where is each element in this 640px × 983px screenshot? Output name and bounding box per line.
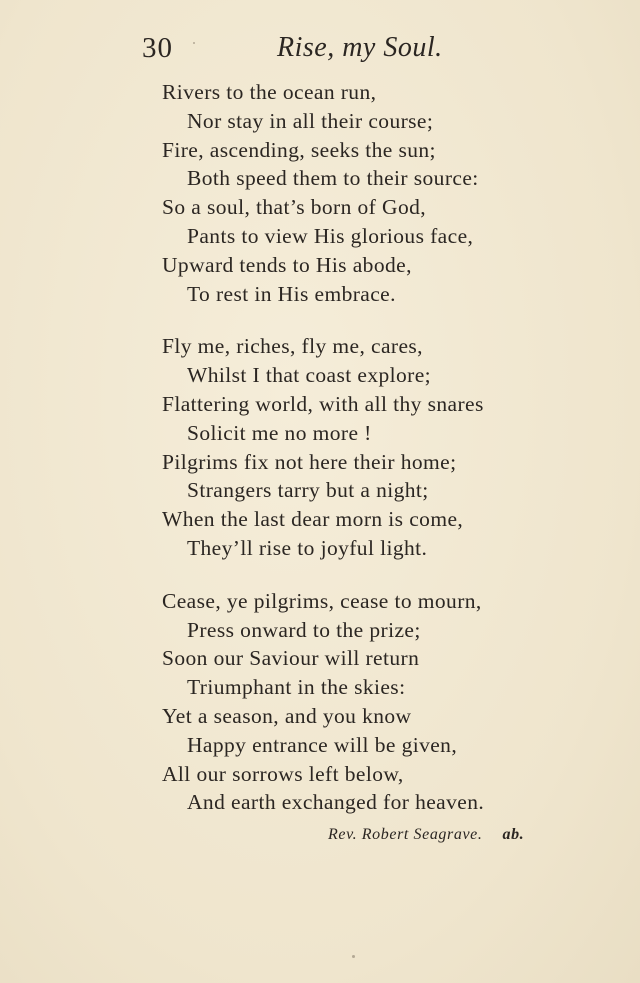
poem-body [162, 78, 622, 841]
poem-line: And earth exchanged for heaven. [187, 790, 485, 815]
poem-line: Strangers tarry but a night; [187, 478, 429, 503]
page-header [0, 30, 640, 70]
author-abbreviation: ab. [502, 826, 525, 843]
poem-line: Cease, ye pilgrims, cease to mourn, [162, 588, 482, 613]
poem-line: Both speed them to their source: [187, 166, 479, 191]
poem-line: Press onward to the prize; [187, 617, 421, 642]
poem-line: Fly me, riches, fly me, cares, [162, 334, 423, 359]
poem-line: Upward tends to His abode, [162, 252, 412, 277]
poem-line: Nor stay in all their course; [187, 108, 434, 133]
poem-line: Rivers to the ocean run, [162, 80, 377, 104]
poem-line: Happy entrance will be given, [187, 732, 458, 757]
poem-line: Yet a season, and you know [162, 703, 412, 728]
paper-speck [193, 42, 195, 44]
poem-line: Triumphant in the skies: [187, 675, 406, 700]
author-attribution [328, 826, 524, 844]
poem-line: Flattering world, with all thy snares [162, 391, 484, 416]
author-name: Rev. Robert Seagrave. [328, 826, 483, 843]
poem-line: Soon our Saviour will return [162, 646, 420, 671]
stanza-1 [162, 78, 622, 308]
poem-line: They’ll rise to joyful light. [187, 535, 428, 560]
poem-line: To rest in His embrace. [187, 281, 396, 306]
poem-line: Pilgrims fix not here their home; [162, 449, 457, 474]
stanza-3 [162, 587, 622, 817]
running-title: Rise, my Soul. [277, 32, 443, 63]
paper-speck [352, 955, 355, 958]
page-number: 30 [142, 32, 173, 64]
poem-line: So a soul, that’s born of God, [162, 195, 427, 220]
poem-line: Whilst I that coast explore; [187, 363, 432, 388]
poem-line: Pants to view His glorious face, [187, 223, 474, 248]
poem-line: Solicit me no more ! [187, 420, 372, 445]
poem-line: When the last dear morn is come, [162, 507, 464, 532]
poem-line: All our sorrows left below, [162, 761, 404, 786]
poem-line: Fire, ascending, seeks the sun; [162, 137, 436, 162]
stanza-2 [162, 332, 622, 562]
